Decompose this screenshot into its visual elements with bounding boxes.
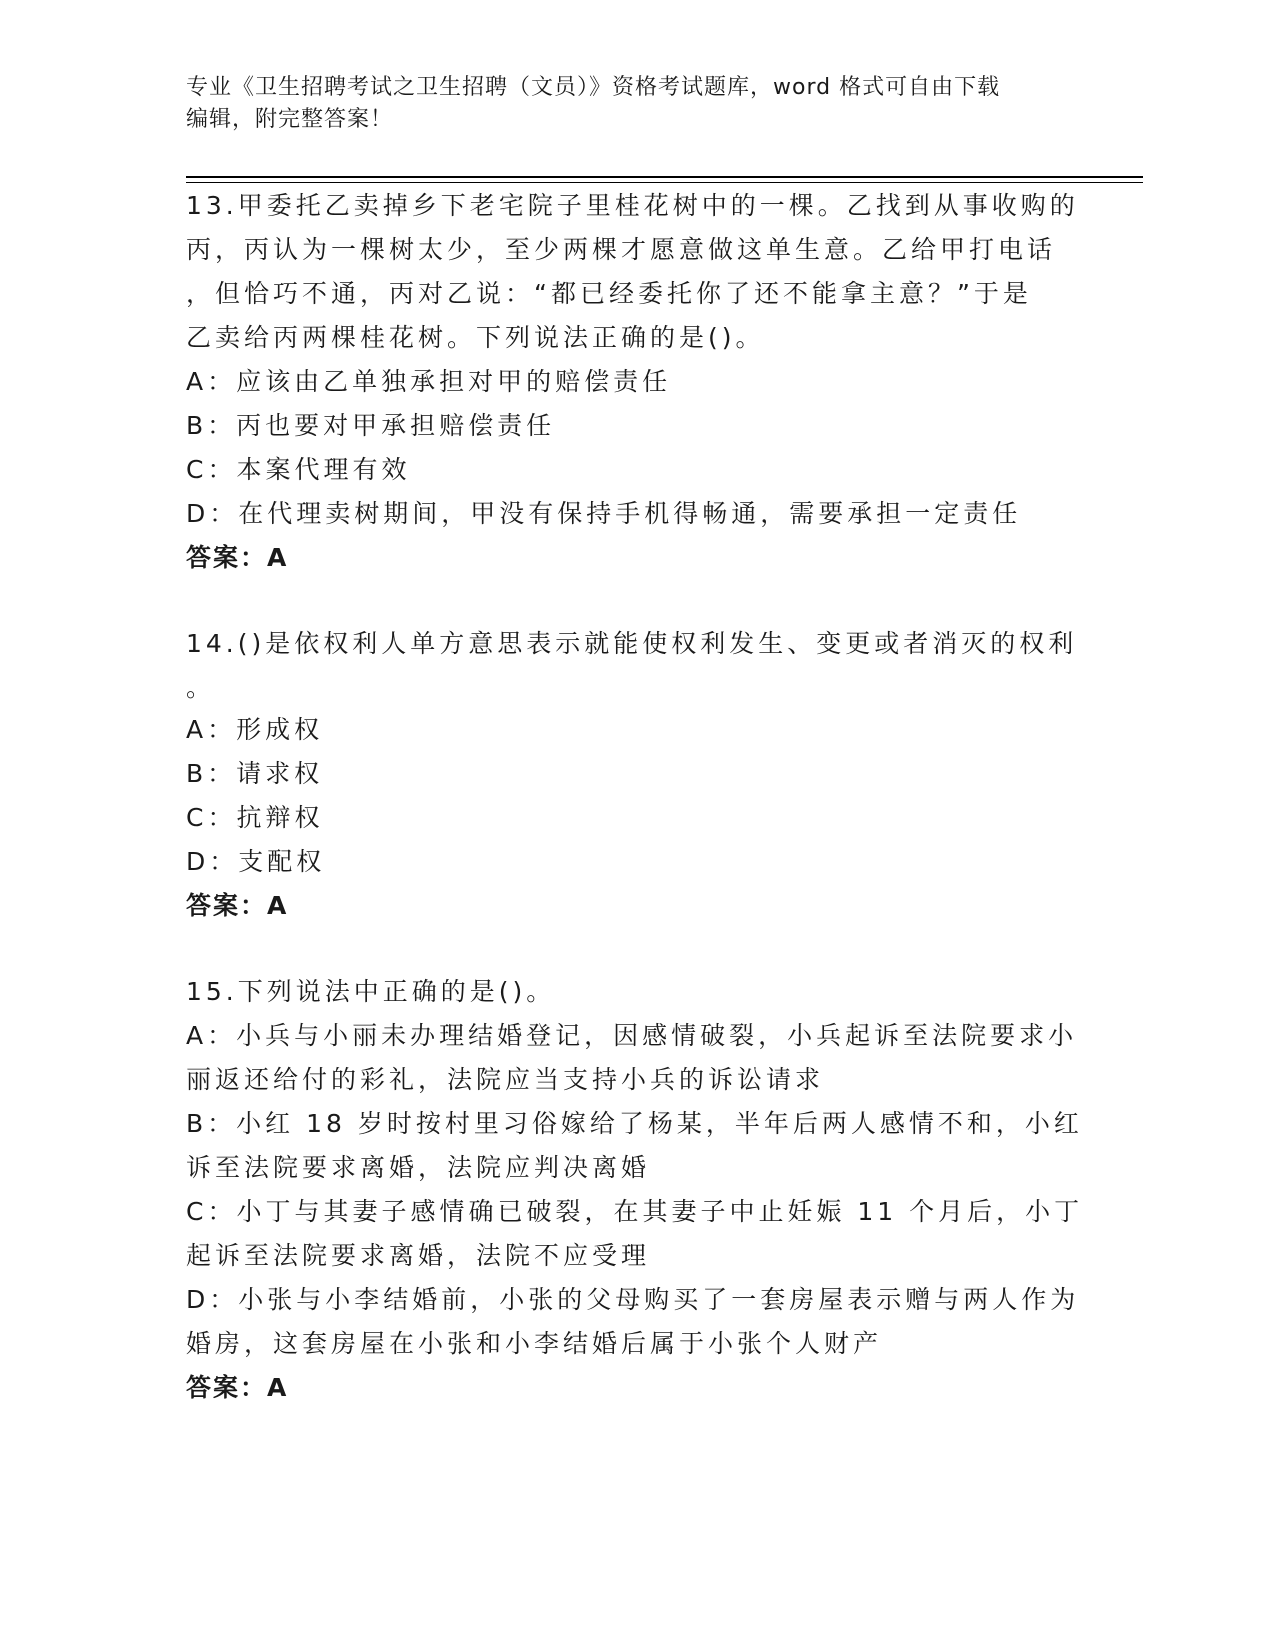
option-c: C：小丁与其妻子感情确已破裂，在其妻子中止妊娠 11 个月后，小丁 — [186, 1197, 1084, 1226]
header-line-2: 编辑，附完整答案！ — [186, 107, 394, 132]
question-stem-line: 。 — [186, 673, 216, 702]
option-a-cont: 丽返还给付的彩礼，法院应当支持小兵的诉讼请求 — [186, 1065, 825, 1094]
option-d-cont: 婚房，这套房屋在小张和小李结婚后属于小张个人财产 — [186, 1329, 883, 1358]
question-stem-line: 15.下列说法中正确的是()。 — [186, 977, 556, 1006]
option-b: B：请求权 — [186, 759, 324, 788]
option-a: A：应该由乙单独承担对甲的赔偿责任 — [186, 367, 672, 396]
option-d: D：小张与小李结婚前，小张的父母购买了一套房屋表示赠与两人作为 — [186, 1285, 1080, 1314]
option-a: A：小兵与小丽未办理结婚登记，因感情破裂，小兵起诉至法院要求小 — [186, 1021, 1078, 1050]
option-a: A：形成权 — [186, 715, 324, 744]
answer-label: 答案：A — [186, 1373, 289, 1402]
header-line-1: 专业《卫生招聘考试之卫生招聘（文员）》资格考试题库，word 格式可自由下载 — [186, 75, 1001, 100]
option-c: C：本案代理有效 — [186, 455, 411, 484]
document-header — [186, 72, 1086, 136]
option-c: C：抗辩权 — [186, 803, 324, 832]
answer-label: 答案：A — [186, 891, 289, 920]
option-b: B：丙也要对甲承担赔偿责任 — [186, 411, 556, 440]
question-stem-line: ，但恰巧不通，丙对乙说：“都已经委托你了还不能拿主意？”于是 — [186, 279, 1032, 308]
answer-label: 答案：A — [186, 543, 289, 572]
option-c-cont: 起诉至法院要求离婚，法院不应受理 — [186, 1241, 651, 1270]
header-divider-thin — [186, 182, 1143, 183]
question-stem-line: 乙卖给丙两棵桂花树。下列说法正确的是()。 — [186, 323, 765, 352]
question-stem-line: 14.()是依权利人单方意思表示就能使权利发生、变更或者消灭的权利 — [186, 629, 1078, 658]
option-b-cont: 诉至法院要求离婚，法院应判决离婚 — [186, 1153, 651, 1182]
option-d: D：支配权 — [186, 847, 326, 876]
option-d: D：在代理卖树期间，甲没有保持手机得畅通，需要承担一定责任 — [186, 499, 1022, 528]
header-divider-thick — [186, 176, 1143, 178]
question-stem-line: 丙，丙认为一棵树太少，至少两棵才愿意做这单生意。乙给甲打电话 — [186, 235, 1057, 264]
question-stem-line: 13.甲委托乙卖掉乡下老宅院子里桂花树中的一棵。乙找到从事收购的 — [186, 191, 1079, 220]
option-b: B：小红 18 岁时按村里习俗嫁给了杨某，半年后两人感情不和，小红 — [186, 1109, 1083, 1138]
